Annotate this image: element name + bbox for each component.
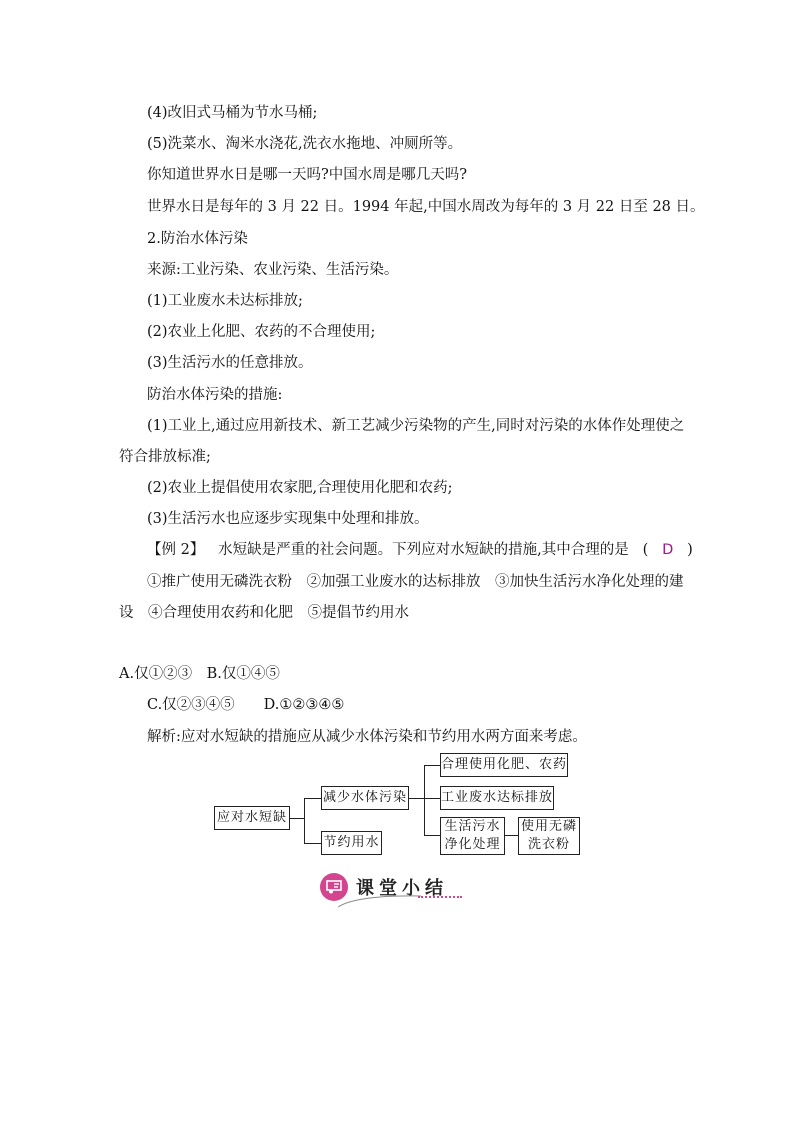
example-tag: 【例 2】 (147, 542, 205, 558)
connector (290, 818, 305, 819)
text-line: 防治水体污染的措施: (147, 387, 283, 403)
text-line: 符合排放标准; (119, 449, 211, 465)
answer-paren-open: ( (642, 542, 649, 558)
text-line: (3)生活污水也应逐步实现集中处理和排放。 (147, 511, 429, 527)
text-line: 来源:工业污染、农业污染、生活污染。 (147, 262, 399, 278)
answer-paren-close: ) (687, 542, 693, 558)
node-fertilizer: 合理使用化肥、农药 (440, 753, 568, 777)
connector (505, 835, 518, 836)
options-line: ①推广使用无磷洗衣粉 ②加强工业废水的达标排放 ③加快生活污水净化处理的建 (147, 574, 684, 590)
text-line: 你知道世界水日是哪一天吗?中国水周是哪几天吗? (147, 167, 468, 183)
connector (424, 835, 440, 836)
connector (304, 798, 305, 843)
connector (424, 798, 440, 799)
summary-underline (336, 893, 426, 909)
text-line: 世界水日是每年的 3 月 22 日。1994 年起,中国水周改为每年的 3 月 22 日至 28 日。 (147, 199, 705, 215)
text-line: (2)农业上提倡使用农家肥,合理使用化肥和农药; (147, 480, 453, 496)
choice-ab: A.仅①②③ B.仅①④⑤ (119, 666, 280, 682)
node-detergent: 使用无磷 洗衣粉 (518, 817, 580, 855)
example-question (147, 540, 693, 560)
text-line: (5)洗菜水、淘米水浇花,洗衣水拖地、冲厕所等。 (147, 136, 463, 152)
node-root: 应对水短缺 (214, 806, 290, 830)
text-line: (4)改旧式马桶为节水马桶; (147, 105, 318, 121)
section-heading: 2.防治水体污染 (147, 231, 248, 247)
node-industry: 工业废水达标排放 (440, 786, 554, 810)
question-text: 水短缺是严重的社会问题。下列应对水短缺的措施,其中合理的是 (218, 542, 629, 558)
text-line: (1)工业上,通过应用新技术、新工艺减少污染物的产生,同时对污染的水体作处理使之 (147, 418, 685, 434)
node-save-water: 节约用水 (321, 831, 382, 855)
answer-letter: D (662, 542, 674, 558)
connector (424, 765, 440, 766)
text-line: (1)工业废水未达标排放; (147, 293, 303, 309)
connector (304, 798, 321, 799)
summary-title: 课堂小结 (356, 878, 448, 899)
text-line: (2)农业上化肥、农药的不合理使用; (147, 324, 376, 340)
text-line: (3)生活污水的任意排放。 (147, 355, 313, 371)
connector (304, 843, 321, 844)
analysis-text: 解析:应对水短缺的措施应从减少水体污染和节约用水两方面来考虑。 (147, 729, 587, 745)
options-line: 设 ④合理使用农药和化肥 ⑤提倡节约用水 (119, 605, 409, 621)
choice-cd: C.仅②③④⑤ D.①②③④⑤ (147, 697, 345, 713)
summary-dots (418, 896, 462, 900)
connector (409, 798, 425, 799)
node-reduce-pollution: 减少水体污染 (321, 786, 409, 810)
connector (424, 765, 425, 836)
node-sewage: 生活污水 净化处理 (440, 817, 505, 855)
